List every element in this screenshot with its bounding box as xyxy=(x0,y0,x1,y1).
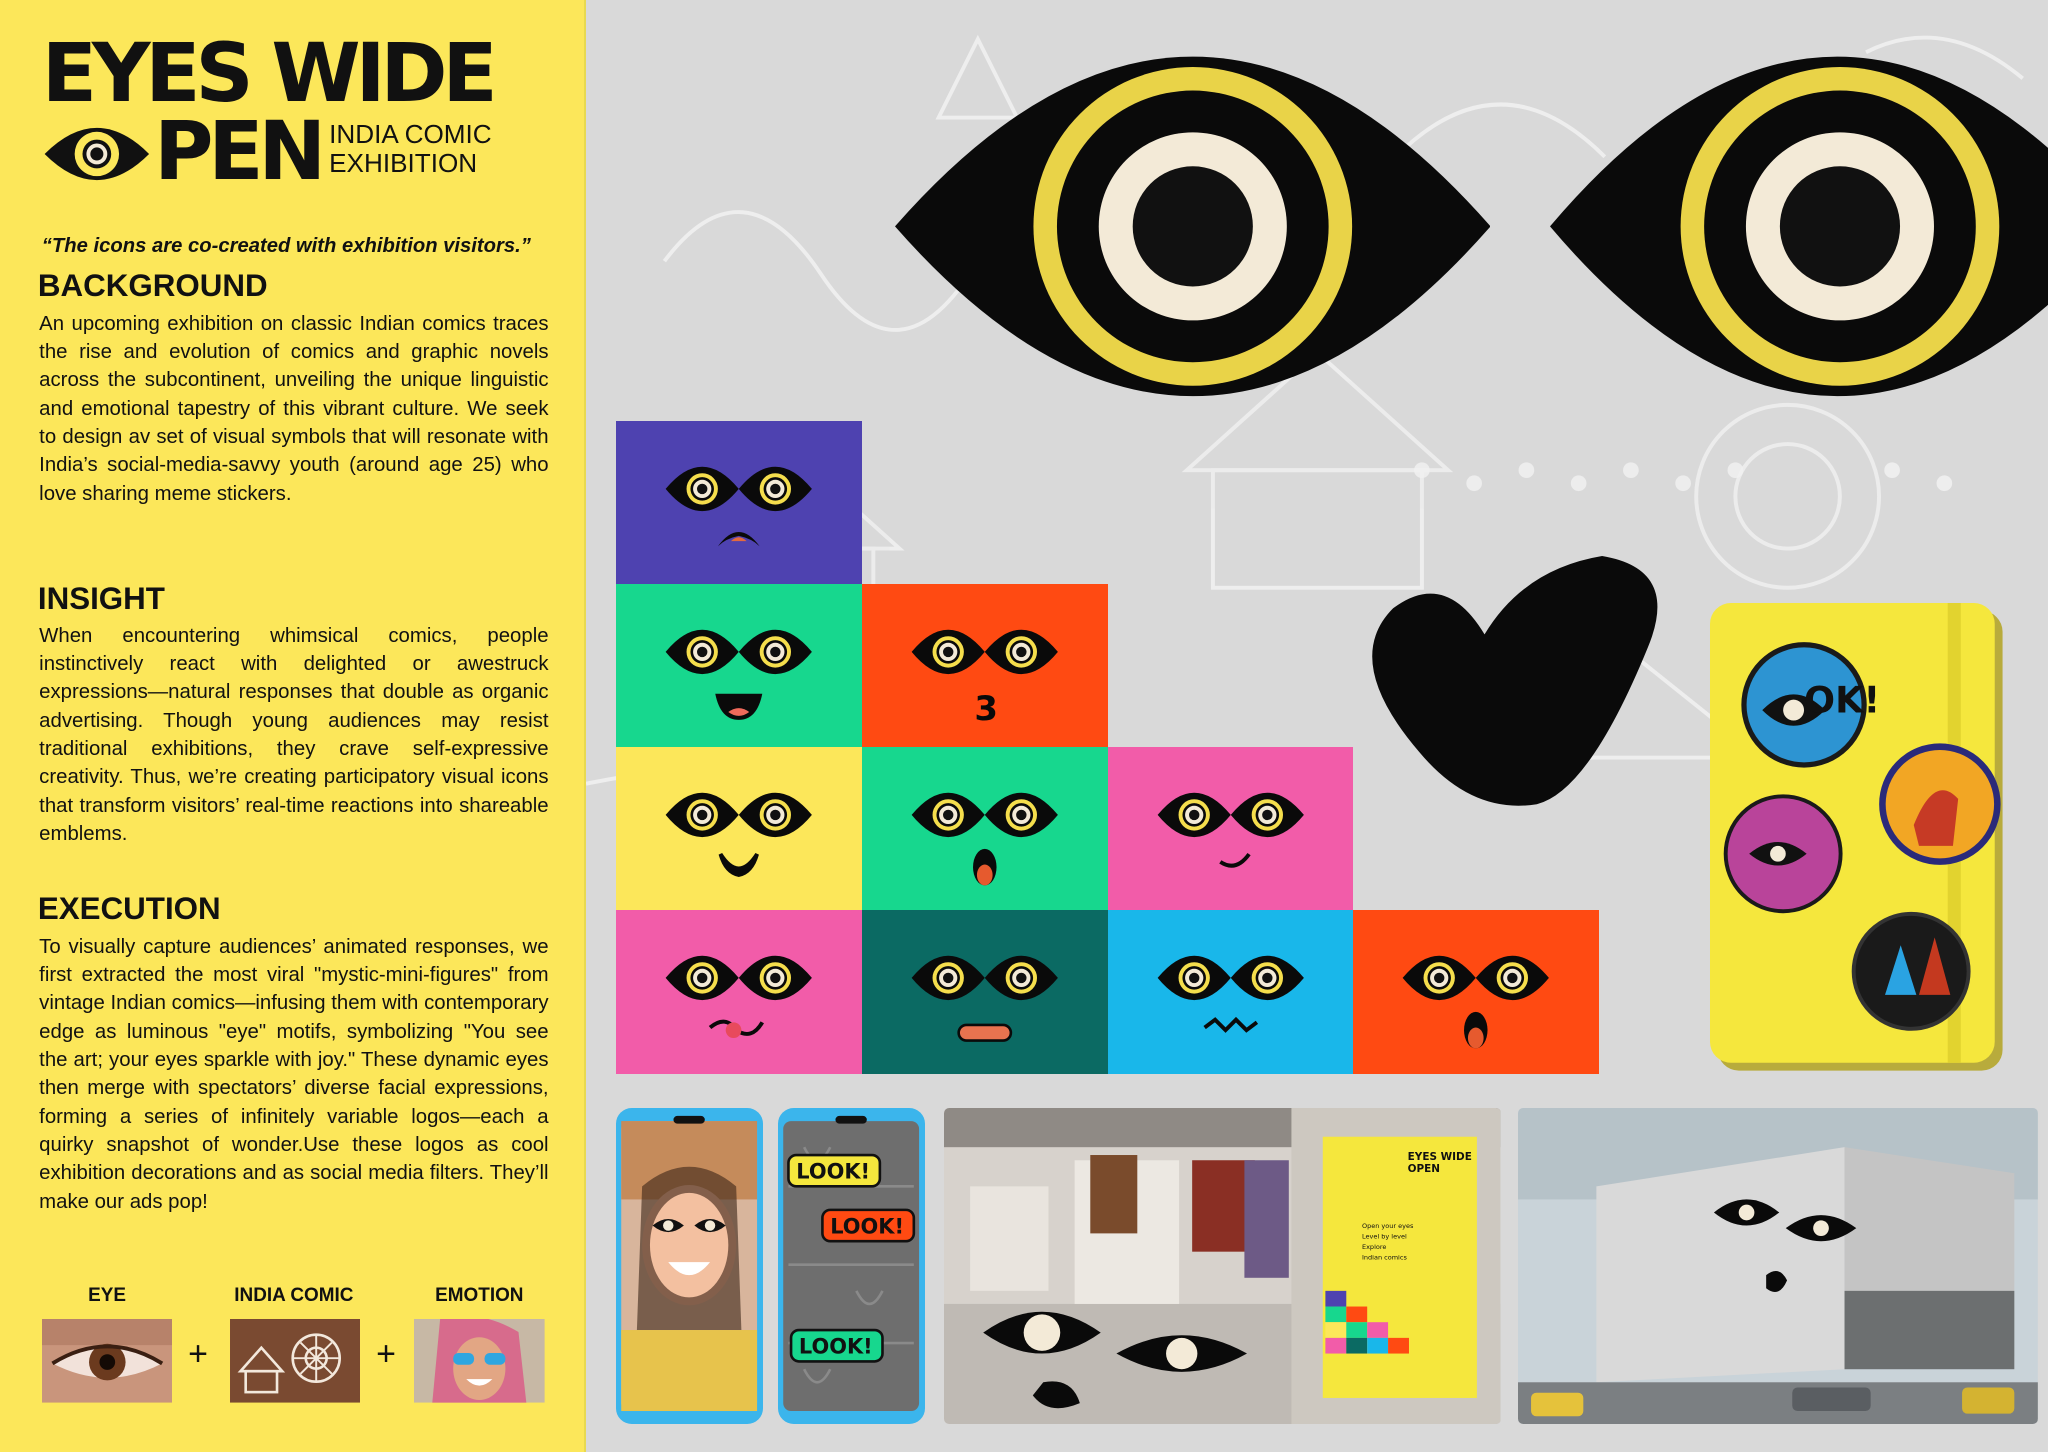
emotion-tile xyxy=(862,910,1108,1073)
poster-line-2: Level by level xyxy=(1362,1232,1408,1241)
plus-sign-2: + xyxy=(376,1334,396,1373)
insight-text: When encountering whimsical comics, people instinctively react with delighted or awestruck expressions—natural responses that double as organic advertising. Though young audiences may resist traditional exhibitions, they crave self-expressive creativity. Thus, we’re creating participatory visual icons that transform visitors’ real-time reactions into shareable emblems. xyxy=(39,624,549,846)
notebook-mockup xyxy=(1710,603,2010,1076)
look-sticker-1: LOOK! xyxy=(796,1159,871,1184)
poster-title-2: OPEN xyxy=(1407,1162,1441,1175)
logo-eye-icon xyxy=(42,120,152,188)
emotion-tile xyxy=(616,910,862,1073)
execution-heading: EXECUTION xyxy=(37,890,221,926)
poster-line-3: Explore xyxy=(1362,1242,1387,1251)
svg-text:3: 3 xyxy=(974,688,998,729)
background-heading: BACKGROUND xyxy=(37,267,268,303)
formula-india-comic-label: INDIA COMIC xyxy=(234,1285,354,1307)
formula-eye-label: EYE xyxy=(88,1285,127,1307)
big-mouth-shape xyxy=(1367,543,1667,815)
emotion-photo xyxy=(414,1319,545,1403)
poster-line-1: Open your eyes xyxy=(1362,1221,1414,1230)
look-sticker-3: LOOK! xyxy=(799,1334,874,1359)
logo-subtitle-line1: INDIA COMIC xyxy=(329,119,492,150)
logo-subtitle-line2: EXHIBITION xyxy=(329,147,478,178)
logo-title-line1: EYES WIDE xyxy=(41,26,493,121)
insight-heading: INSIGHT xyxy=(37,581,165,617)
emotion-tile xyxy=(616,584,862,747)
eye-photo xyxy=(42,1319,173,1403)
look-sticker-2: LOOK! xyxy=(830,1213,905,1238)
emotion-tile xyxy=(862,584,1108,747)
phone-mockup-selfie xyxy=(616,1108,762,1424)
emotion-tile xyxy=(1108,747,1354,910)
big-eye-left xyxy=(895,37,1491,416)
india-comic-photo xyxy=(230,1319,361,1403)
logo-subtitle xyxy=(329,120,491,177)
emotion-tile xyxy=(1353,910,1599,1073)
emotion-tile xyxy=(616,747,862,910)
emotion-tile xyxy=(616,421,862,584)
gallery-interior-photo xyxy=(944,1108,1500,1424)
plus-sign-1: + xyxy=(188,1334,208,1373)
big-eye-right xyxy=(1550,37,2048,416)
phone-mockup-look xyxy=(778,1108,924,1424)
execution-text: To visually capture audiences’ animated responses, we first extracted the most viral "mystic-mini-figures" from vintage Indian comics—infusing them with contemporary edge as luminous "eye" motifs, symbolizing "You see the art; your eyes sparkle with joy." These dynamic eyes then merge with spectators’ diverse facial expressions, forming a series of infinitely variable logos—each a quirky snapshot of wonder.Use these logos as cool exhibition decorations and as social media filters. They’ll make our ads pop! xyxy=(39,935,549,1213)
background-text: An upcoming exhibition on classic Indian comics traces the rise and evolution of comics and graphic novels across the subcontinent, unveiling the unique linguistic and emotional tapestry of this vibrant culture. We seek to design av set of visual symbols that will resonate with India’s social-media-savvy youth (around age 25) who love sharing meme stickers. xyxy=(39,312,549,505)
logo-title-line2: PEN xyxy=(154,105,321,200)
poster-line-4: Indian comics xyxy=(1362,1253,1408,1262)
formula-emotion-label: EMOTION xyxy=(435,1285,524,1307)
quote: “The icons are co-created with exhibition visitors.” xyxy=(41,235,531,258)
notebook-ok-text: OK! xyxy=(1803,679,1880,723)
left-panel xyxy=(0,0,586,1452)
emotion-tile xyxy=(862,747,1108,910)
emotion-tile xyxy=(1108,910,1354,1073)
right-panel xyxy=(586,0,2048,1452)
building-exterior-photo xyxy=(1518,1108,2038,1424)
poster-title-1: EYES WIDE xyxy=(1407,1150,1473,1163)
